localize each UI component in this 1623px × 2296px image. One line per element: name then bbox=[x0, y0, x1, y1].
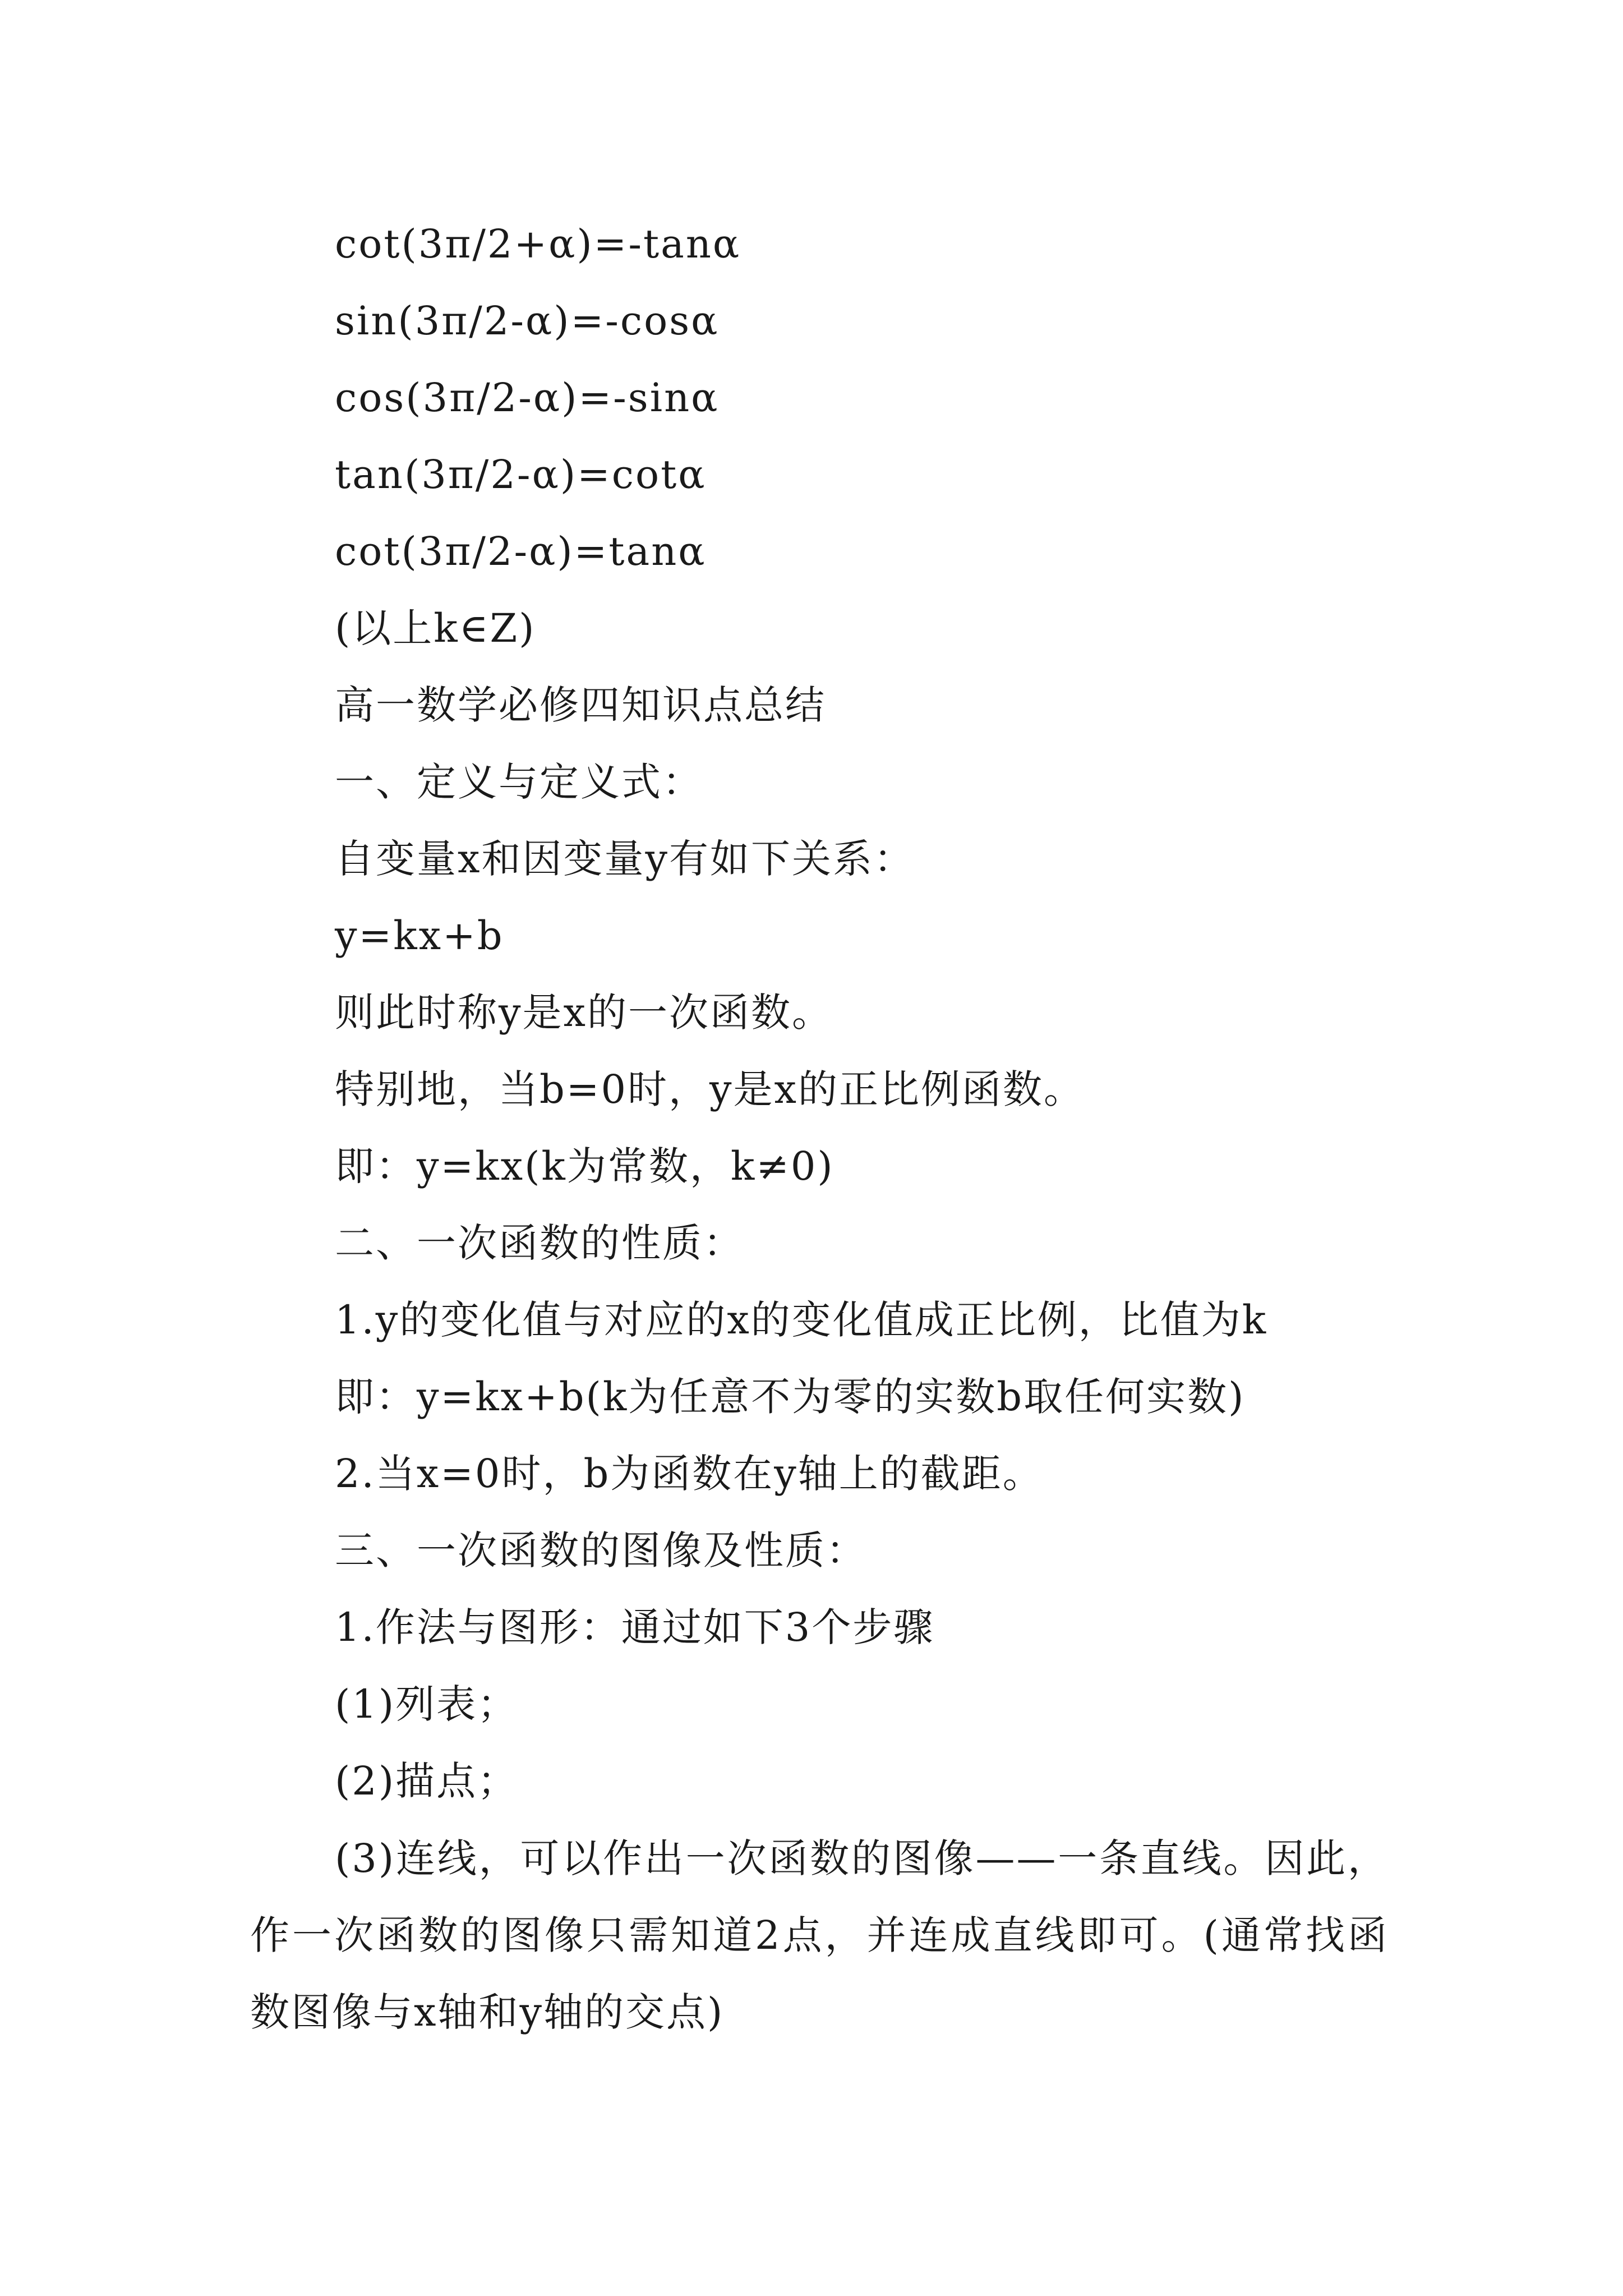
text-line-method: 1.作法与图形：通过如下3个步骤 bbox=[335, 1604, 935, 1650]
text-line-variables: 自变量x和因变量y有如下关系： bbox=[335, 836, 915, 882]
text-line-step-1: (1)列表； bbox=[335, 1681, 519, 1727]
formula-line-cos-3pi2-minus: cos(3π/2-α)=-sinα bbox=[335, 375, 720, 421]
formula-line-tan-3pi2-minus: tan(3π/2-α)=cotα bbox=[335, 452, 707, 498]
paragraph-step-3: (3)连线，可以作出一次函数的图像——一条直线。因此，作一次函数的图像只需知道2点，并连成直线即可。(通常找函数图像与x轴和y轴的交点) bbox=[250, 1835, 1389, 2035]
section-heading-graph: 三、一次函数的图像及性质： bbox=[335, 1527, 867, 1573]
section-heading-definition: 一、定义与定义式： bbox=[335, 759, 703, 805]
text-line-property-1: 1.y的变化值与对应的x的变化值成正比例，比值为k bbox=[335, 1297, 1268, 1343]
formula-line-cot-3pi2-minus: cot(3π/2-α)=tanα bbox=[335, 528, 707, 574]
note-k-integer: (以上k∈Z) bbox=[335, 605, 536, 651]
formula-line-sin-3pi2-minus: sin(3π/2-α)=-cosα bbox=[335, 298, 720, 344]
text-line-linear-function: 则此时称y是x的一次函数。 bbox=[335, 990, 833, 1036]
text-line-property-1-formula: 即：y=kx+b(k为任意不为零的实数b取任何实数) bbox=[335, 1374, 1246, 1420]
formula-line-proportional: 即：y=kx(k为常数，k≠0) bbox=[335, 1143, 834, 1189]
formula-line-linear: y=kx+b bbox=[335, 913, 504, 959]
section-heading-summary: 高一数学必修四知识点总结 bbox=[335, 682, 826, 728]
text-line-property-2: 2.当x=0时，b为函数在y轴上的截距。 bbox=[335, 1451, 1044, 1497]
text-line-proportional: 特别地，当b=0时，y是x的正比例函数。 bbox=[335, 1066, 1085, 1112]
text-line-step-2: (2)描点； bbox=[335, 1758, 519, 1804]
formula-line-cot-3pi2-plus: cot(3π/2+α)=-tanα bbox=[335, 221, 741, 267]
section-heading-properties: 二、一次函数的性质： bbox=[335, 1220, 744, 1266]
